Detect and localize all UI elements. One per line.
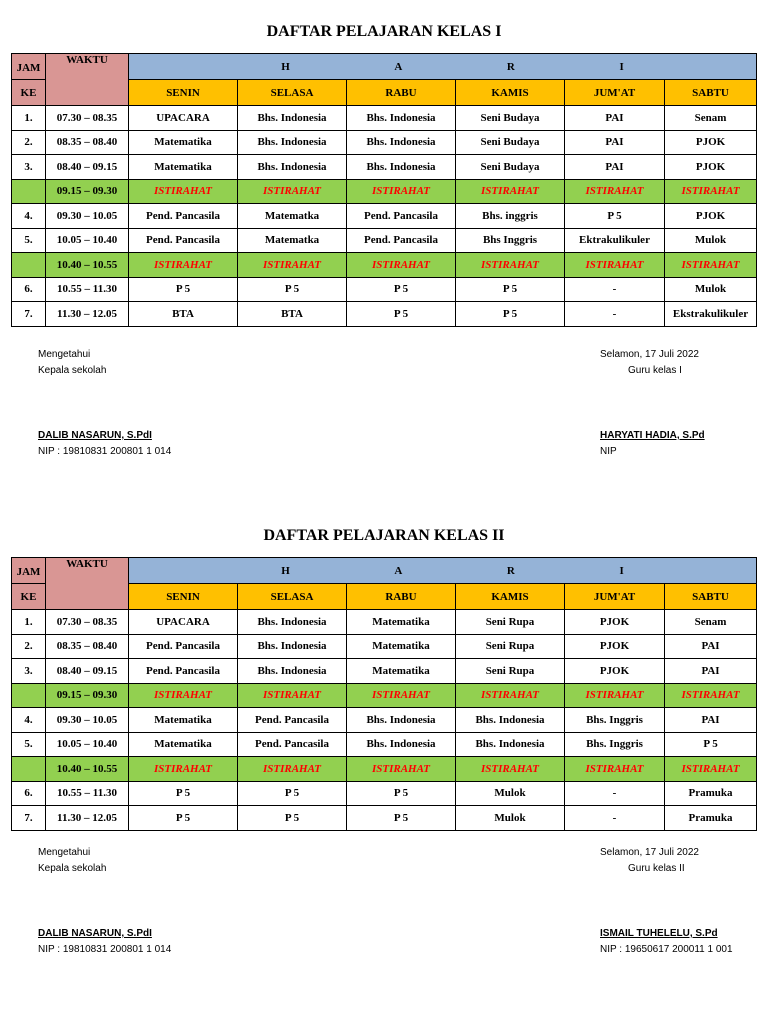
subject-cell: Matematika xyxy=(129,732,238,757)
rest-cell: ISTIRAHAT xyxy=(565,253,665,278)
period-number xyxy=(12,179,46,204)
subject-cell: Pend. Pancasila xyxy=(347,228,456,253)
subject-cell: P 5 xyxy=(347,302,456,327)
hari-letter: I xyxy=(619,564,624,577)
hari-letter: A xyxy=(394,564,403,577)
subject-cell: Matematika xyxy=(129,130,238,155)
rest-cell: ISTIRAHAT xyxy=(347,253,456,278)
footer-mengetahui: Mengetahui xyxy=(38,349,91,360)
day-header: SELASA xyxy=(238,80,347,106)
time-cell: 09.30 – 10.05 xyxy=(46,708,129,733)
period-number xyxy=(12,683,46,708)
kepala-nip: NIP : 19810831 200801 1 014 xyxy=(38,944,172,955)
subject-cell: P 5 xyxy=(565,204,665,229)
subject-cell: Bhs. Indonesia xyxy=(456,708,565,733)
day-header: SABTU xyxy=(665,80,757,106)
subject-cell: Bhs. Indonesia xyxy=(238,130,347,155)
subject-cell: Matematika xyxy=(347,659,456,684)
signature-kepala-name: DALIB NASARUN, S.PdI xyxy=(38,430,152,441)
rest-cell: ISTIRAHAT xyxy=(238,253,347,278)
subject-cell: PJOK xyxy=(565,659,665,684)
subject-cell: Seni Rupa xyxy=(456,610,565,635)
subject-cell: Senam xyxy=(665,610,757,635)
time-cell: 11.30 – 12.05 xyxy=(46,806,129,831)
subject-cell: - xyxy=(565,806,665,831)
time-cell: 07.30 – 08.35 xyxy=(46,106,129,131)
period-number: 7. xyxy=(12,302,46,327)
subject-cell: P 5 xyxy=(456,302,565,327)
time-cell: 10.40 – 10.55 xyxy=(46,757,129,782)
subject-cell: Seni Rupa xyxy=(456,659,565,684)
hari-letter: R xyxy=(506,60,515,73)
subject-cell: Bhs. Inggris xyxy=(565,708,665,733)
period-number xyxy=(12,253,46,278)
subject-cell: P 5 xyxy=(238,806,347,831)
rest-cell: ISTIRAHAT xyxy=(665,757,757,782)
rest-cell: ISTIRAHAT xyxy=(456,757,565,782)
period-number: 5. xyxy=(12,228,46,253)
subject-cell: Bhs. Inggris xyxy=(565,732,665,757)
rest-cell: ISTIRAHAT xyxy=(456,683,565,708)
footer-place-date: Selamon, 17 Juli 2022 xyxy=(600,847,699,858)
day-header: KAMIS xyxy=(456,584,565,610)
subject-cell: Matematika xyxy=(347,634,456,659)
subject-cell: P 5 xyxy=(129,781,238,806)
table-row xyxy=(12,634,757,659)
rest-cell: ISTIRAHAT xyxy=(347,757,456,782)
subject-cell: Mulok xyxy=(456,781,565,806)
rest-cell: ISTIRAHAT xyxy=(129,757,238,782)
subject-cell: Mulok xyxy=(665,228,757,253)
hari-letter: R xyxy=(506,564,515,577)
subject-cell: PJOK xyxy=(665,130,757,155)
table-row xyxy=(12,155,757,180)
break-row xyxy=(12,683,757,708)
break-row xyxy=(12,253,757,278)
day-header: JUM'AT xyxy=(565,80,665,106)
time-cell: 10.55 – 11.30 xyxy=(46,781,129,806)
rest-cell: ISTIRAHAT xyxy=(238,757,347,782)
footer-mengetahui: Mengetahui xyxy=(38,847,91,858)
subject-cell: PAI xyxy=(665,708,757,733)
doc-title-kelas-1: DAFTAR PELAJARAN KELAS I xyxy=(266,23,502,40)
subject-cell: Bhs. Indonesia xyxy=(238,106,347,131)
subject-cell: Bhs Inggris xyxy=(456,228,565,253)
schedule-body xyxy=(12,610,757,831)
time-cell: 09.15 – 09.30 xyxy=(46,179,129,204)
footer-place-date: Selamon, 17 Juli 2022 xyxy=(600,349,699,360)
subject-cell: Bhs. Indonesia xyxy=(238,610,347,635)
table-row xyxy=(12,781,757,806)
subject-cell: BTA xyxy=(238,302,347,327)
signature-guru-name: HARYATI HADIA, S.Pd xyxy=(600,430,705,441)
table-row xyxy=(12,610,757,635)
break-row xyxy=(12,757,757,782)
hari-letter: I xyxy=(619,60,624,73)
subject-cell: Seni Budaya xyxy=(456,155,565,180)
kepala-nip: NIP : 19810831 200801 1 014 xyxy=(38,446,172,457)
day-header: SENIN xyxy=(129,80,238,106)
subject-cell: PJOK xyxy=(565,634,665,659)
subject-cell: P 5 xyxy=(456,277,565,302)
schedule-body xyxy=(12,106,757,327)
header-hari xyxy=(129,54,757,80)
period-number: 2. xyxy=(12,130,46,155)
subject-cell: Bhs. inggris xyxy=(456,204,565,229)
subject-cell: Bhs. Indonesia xyxy=(347,155,456,180)
period-number: 4. xyxy=(12,708,46,733)
subject-cell: Bhs. Indonesia xyxy=(456,732,565,757)
subject-cell: - xyxy=(565,781,665,806)
signature-guru-name: ISMAIL TUHELELU, S.Pd xyxy=(600,928,718,939)
header-waktu: WAKTU xyxy=(46,54,129,106)
period-number: 1. xyxy=(12,610,46,635)
subject-cell: P 5 xyxy=(347,781,456,806)
period-number: 3. xyxy=(12,155,46,180)
schedule-table-kelas-2 xyxy=(11,557,757,831)
period-number xyxy=(12,757,46,782)
time-cell: 10.05 – 10.40 xyxy=(46,732,129,757)
footer-guru-title: Guru kelas II xyxy=(628,863,685,874)
subject-cell: Bhs. Indonesia xyxy=(238,659,347,684)
subject-cell: P 5 xyxy=(238,781,347,806)
table-row xyxy=(12,204,757,229)
day-header: KAMIS xyxy=(456,80,565,106)
subject-cell: Bhs. Indonesia xyxy=(347,732,456,757)
table-row xyxy=(12,806,757,831)
subject-cell: PAI xyxy=(665,634,757,659)
period-number: 3. xyxy=(12,659,46,684)
time-cell: 08.40 – 09.15 xyxy=(46,155,129,180)
rest-cell: ISTIRAHAT xyxy=(665,179,757,204)
rest-cell: ISTIRAHAT xyxy=(456,179,565,204)
rest-cell: ISTIRAHAT xyxy=(665,253,757,278)
subject-cell: P 5 xyxy=(238,277,347,302)
subject-cell: UPACARA xyxy=(129,610,238,635)
time-cell: 08.35 – 08.40 xyxy=(46,634,129,659)
rest-cell: ISTIRAHAT xyxy=(565,757,665,782)
header-jam: JAM xyxy=(12,558,46,584)
subject-cell: Matematika xyxy=(347,610,456,635)
hari-letter: H xyxy=(281,564,290,577)
rest-cell: ISTIRAHAT xyxy=(129,253,238,278)
subject-cell: Pramuka xyxy=(665,806,757,831)
subject-cell: PAI xyxy=(565,155,665,180)
subject-cell: Pend. Pancasila xyxy=(238,732,347,757)
subject-cell: Bhs. Indonesia xyxy=(347,708,456,733)
subject-cell: PJOK xyxy=(665,204,757,229)
subject-cell: Matematka xyxy=(238,204,347,229)
subject-cell: Pend. Pancasila xyxy=(129,634,238,659)
subject-cell: Matematika xyxy=(129,155,238,180)
table-row xyxy=(12,708,757,733)
footer-kepala-title: Kepala sekolah xyxy=(38,365,107,376)
subject-cell: Mulok xyxy=(665,277,757,302)
subject-cell: Bhs. Indonesia xyxy=(347,106,456,131)
subject-cell: Bhs. Indonesia xyxy=(238,155,347,180)
header-ke: KE xyxy=(12,80,46,106)
subject-cell: Pend. Pancasila xyxy=(238,708,347,733)
subject-cell: PJOK xyxy=(565,610,665,635)
rest-cell: ISTIRAHAT xyxy=(565,179,665,204)
table-row xyxy=(12,106,757,131)
subject-cell: Seni Rupa xyxy=(456,634,565,659)
subject-cell: P 5 xyxy=(347,277,456,302)
day-header: JUM'AT xyxy=(565,584,665,610)
subject-cell: UPACARA xyxy=(129,106,238,131)
subject-cell: Pend. Pancasila xyxy=(347,204,456,229)
period-number: 5. xyxy=(12,732,46,757)
rest-cell: ISTIRAHAT xyxy=(565,683,665,708)
rest-cell: ISTIRAHAT xyxy=(665,683,757,708)
subject-cell: Bhs. Indonesia xyxy=(238,634,347,659)
subject-cell: Senam xyxy=(665,106,757,131)
period-number: 7. xyxy=(12,806,46,831)
period-number: 1. xyxy=(12,106,46,131)
period-number: 6. xyxy=(12,781,46,806)
rest-cell: ISTIRAHAT xyxy=(238,683,347,708)
hari-letter: H xyxy=(281,60,290,73)
subject-cell: Pend. Pancasila xyxy=(129,228,238,253)
subject-cell: P 5 xyxy=(347,806,456,831)
hari-letter: A xyxy=(394,60,403,73)
rest-cell: ISTIRAHAT xyxy=(347,179,456,204)
header-hari xyxy=(129,558,757,584)
rest-cell: ISTIRAHAT xyxy=(347,683,456,708)
subject-cell: Matematika xyxy=(129,708,238,733)
schedule-table-kelas-1 xyxy=(11,53,757,327)
guru-nip: NIP : 19650617 200011 1 001 xyxy=(600,944,733,955)
table-row xyxy=(12,228,757,253)
period-number: 4. xyxy=(12,204,46,229)
subject-cell: Pend. Pancasila xyxy=(129,659,238,684)
rest-cell: ISTIRAHAT xyxy=(129,683,238,708)
header-jam: JAM xyxy=(12,54,46,80)
subject-cell: - xyxy=(565,277,665,302)
subject-cell: BTA xyxy=(129,302,238,327)
time-cell: 10.05 – 10.40 xyxy=(46,228,129,253)
subject-cell: Pramuka xyxy=(665,781,757,806)
rest-cell: ISTIRAHAT xyxy=(238,179,347,204)
footer-kepala-title: Kepala sekolah xyxy=(38,863,107,874)
subject-cell: Bhs. Indonesia xyxy=(347,130,456,155)
table-row xyxy=(12,659,757,684)
table-row xyxy=(12,130,757,155)
doc-title-kelas-2: DAFTAR PELAJARAN KELAS II xyxy=(263,527,505,544)
subject-cell: PJOK xyxy=(665,155,757,180)
time-cell: 09.15 – 09.30 xyxy=(46,683,129,708)
subject-cell: PAI xyxy=(565,130,665,155)
header-ke: KE xyxy=(12,584,46,610)
signature-kepala-name: DALIB NASARUN, S.PdI xyxy=(38,928,152,939)
table-row xyxy=(12,732,757,757)
subject-cell: Seni Budaya xyxy=(456,130,565,155)
rest-cell: ISTIRAHAT xyxy=(456,253,565,278)
subject-cell: P 5 xyxy=(665,732,757,757)
day-header: RABU xyxy=(347,584,456,610)
time-cell: 11.30 – 12.05 xyxy=(46,302,129,327)
subject-cell: - xyxy=(565,302,665,327)
day-header: SABTU xyxy=(665,584,757,610)
time-cell: 08.35 – 08.40 xyxy=(46,130,129,155)
rest-cell: ISTIRAHAT xyxy=(129,179,238,204)
time-cell: 10.55 – 11.30 xyxy=(46,277,129,302)
time-cell: 07.30 – 08.35 xyxy=(46,610,129,635)
period-number: 2. xyxy=(12,634,46,659)
period-number: 6. xyxy=(12,277,46,302)
guru-nip: NIP xyxy=(600,446,617,457)
header-waktu: WAKTU xyxy=(46,558,129,610)
footer-guru-title: Guru kelas I xyxy=(628,365,682,376)
time-cell: 08.40 – 09.15 xyxy=(46,659,129,684)
subject-cell: Ektrakulikuler xyxy=(565,228,665,253)
subject-cell: Matematka xyxy=(238,228,347,253)
day-header: RABU xyxy=(347,80,456,106)
subject-cell: Mulok xyxy=(456,806,565,831)
subject-cell: Ekstrakulikuler xyxy=(665,302,757,327)
table-row xyxy=(12,302,757,327)
day-header: SELASA xyxy=(238,584,347,610)
time-cell: 09.30 – 10.05 xyxy=(46,204,129,229)
subject-cell: Seni Budaya xyxy=(456,106,565,131)
day-header: SENIN xyxy=(129,584,238,610)
break-row xyxy=(12,179,757,204)
subject-cell: Pend. Pancasila xyxy=(129,204,238,229)
subject-cell: PAI xyxy=(565,106,665,131)
subject-cell: P 5 xyxy=(129,277,238,302)
table-row xyxy=(12,277,757,302)
time-cell: 10.40 – 10.55 xyxy=(46,253,129,278)
subject-cell: P 5 xyxy=(129,806,238,831)
subject-cell: PAI xyxy=(665,659,757,684)
